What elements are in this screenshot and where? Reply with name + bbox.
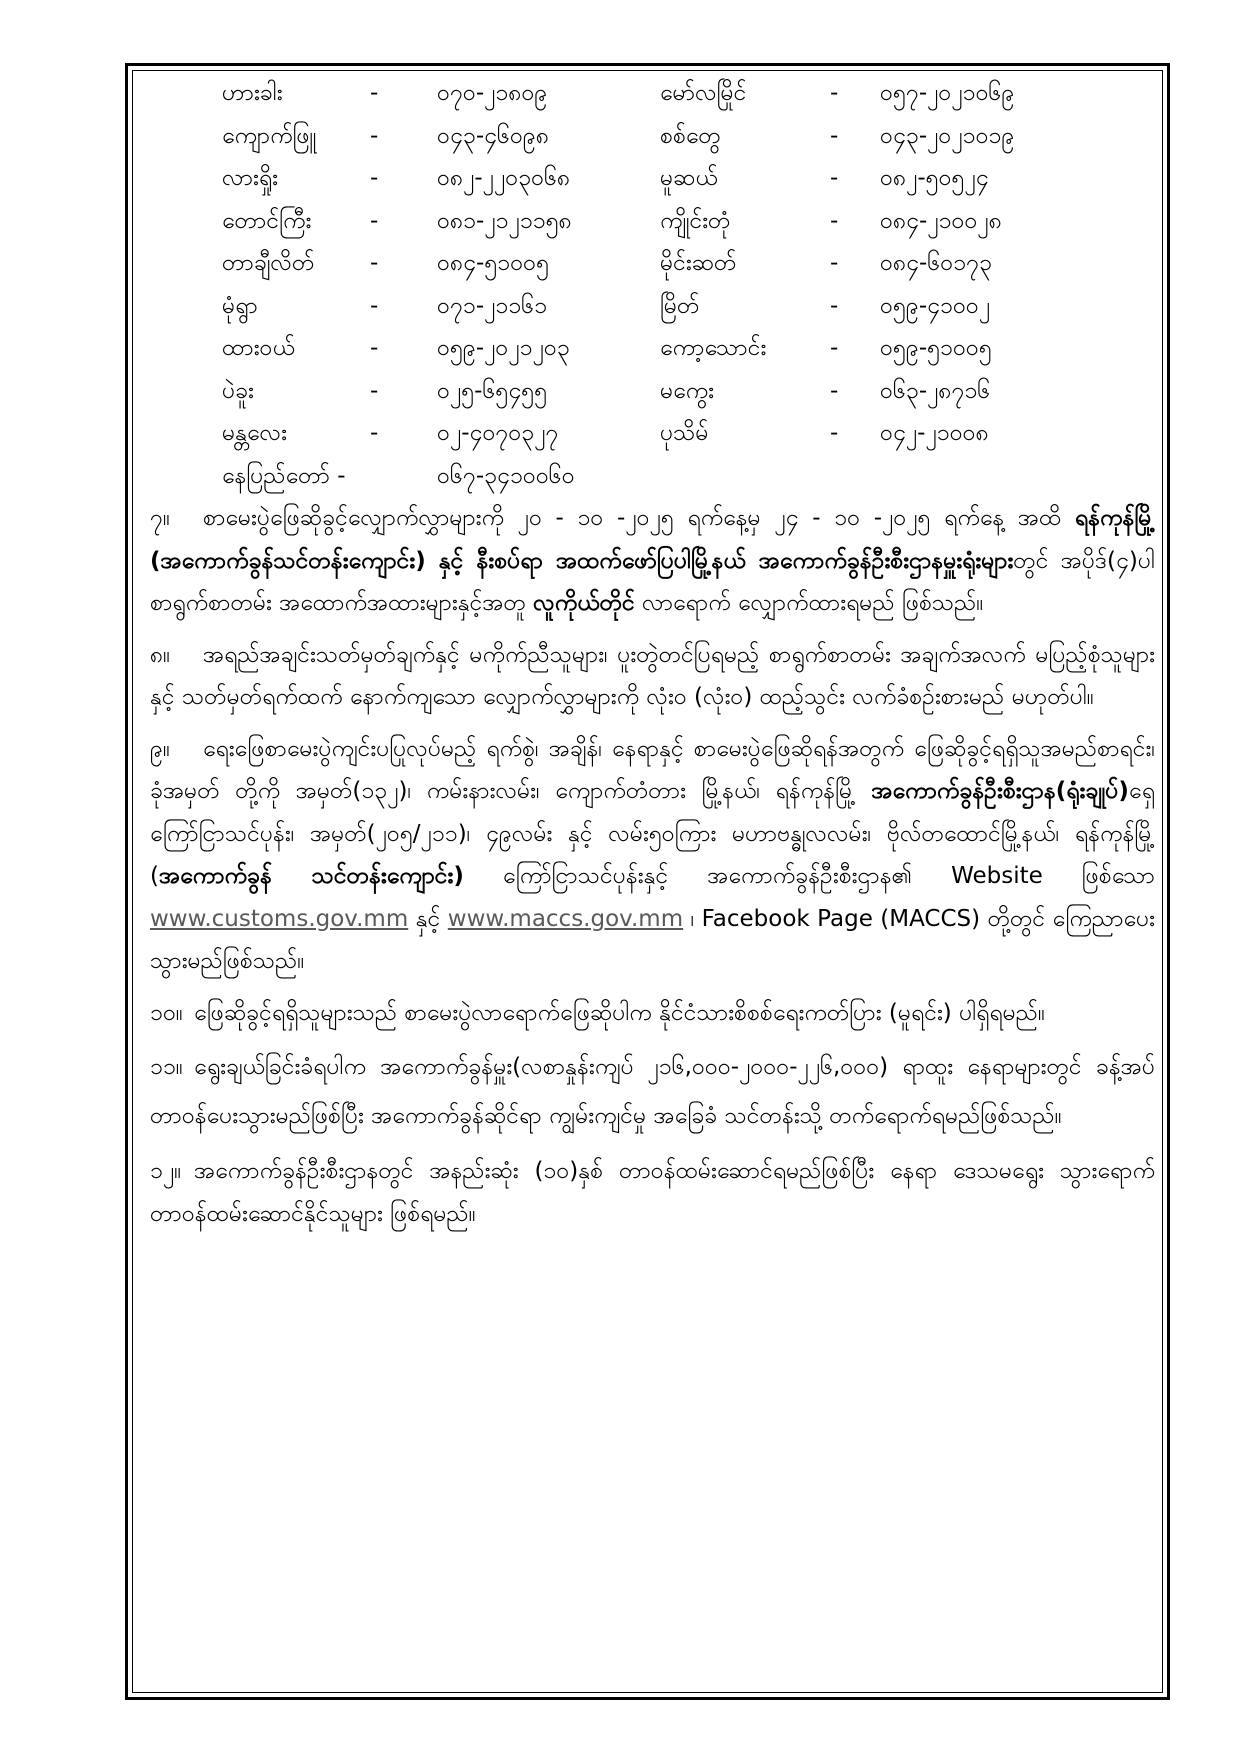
- contact-row: [222, 72, 1155, 115]
- separator: -: [370, 250, 379, 276]
- paragraph-11: [150, 1043, 1155, 1141]
- office-name: နေပြည်တော်: [222, 462, 330, 489]
- contact-row: [222, 370, 1155, 413]
- contact-row: [222, 242, 1155, 285]
- office-name: ပဲခူး: [222, 377, 254, 404]
- separator: -: [370, 207, 379, 234]
- phone-number: ၀၂-၄၀၇၀၃၂၇: [437, 420, 559, 446]
- contact-row: [222, 455, 1155, 498]
- office-name: မော်လမြိုင်: [660, 80, 747, 106]
- phone-number: ၀၄၃-၂၀၂၁၀၁၉: [880, 122, 1015, 149]
- office-name: ပုသိမ်: [660, 420, 709, 446]
- separator: -: [830, 420, 839, 446]
- phone-number: ၀၆၃-၂၈၇၁၆: [880, 377, 991, 404]
- office-name-cell: [222, 455, 437, 498]
- paragraph-text: ဖြေဆိုခွင့်ရရှိသူများသည် စာမေးပွဲလာရောက်ဖြေဆိုပါက နိုင်ငံသားစိစစ်ရေးကတ်ပြား (မူရင်း) ပါရှိရမည်။: [194, 999, 1045, 1026]
- separator: -: [370, 80, 379, 106]
- bold-text: လူကိုယ်တိုင်: [533, 590, 635, 616]
- paragraph-number: ၇။: [150, 505, 170, 531]
- contact-row: [222, 285, 1155, 328]
- separator: -: [370, 420, 379, 446]
- phone-number: ၀၂၅-၆၅၄၅၅: [437, 377, 548, 404]
- document-body: [150, 72, 1155, 1682]
- separator: -: [830, 250, 839, 276]
- paragraph-text: ရေးဖြေစာမေးပွဲကျင်းပပြုလုပ်မည့် ရက်စွဲ၊ အချိန်၊ နေရာနှင့် စာမေးပွဲဖြေဆိုရန်အတွက် ဖြေဆိုခွင့်ရရှိသူအမည်စာရင်း၊ ခုံအမှတ် တို့ကို အမှတ်(၁၃၂)၊ ကမ်းနားလမ်း၊ ကျောက်တံတား မြို့နယ်၊ ရန်ကုန်မြို့: [150, 735, 1155, 804]
- separator: -: [830, 122, 839, 149]
- paragraph-text: တွင် အပိုဒ်(၄)ပါစာရွက်စာတမ်း အထောက်အထားများနှင့်အတူ: [150, 547, 1155, 616]
- phone-number: ၀၈၄-၆၀၁၇၃: [880, 250, 993, 276]
- paragraph-text: နှင့်: [408, 905, 448, 932]
- office-name: မူဆယ်: [660, 165, 718, 191]
- paragraph-number: ၉။: [150, 735, 170, 762]
- phone-number: ၀၈၄-၂၁၀၀၂၈: [880, 207, 1002, 234]
- separator: -: [370, 377, 379, 404]
- office-name: မုံရွာ: [222, 292, 258, 319]
- paragraph-10: [150, 992, 1155, 1035]
- office-name: လားရှိုး: [222, 165, 278, 191]
- office-name: တာချီလိတ်: [222, 250, 315, 276]
- paragraph-text: ၊ Facebook Page (MACCS) တို့တွင် ကြေညာပေးသွားမည်ဖြစ်သည်။: [150, 905, 1155, 974]
- phone-number: ၀၆၇-၃၄၁၀၀၆၀: [437, 462, 575, 489]
- phone-number: ၀၈၂-၂၂၀၃၀၆၈: [437, 165, 571, 191]
- bold-text: အကောက်ခွန်ဦးစီးဌာန(ရုံးချုပ်): [871, 778, 1129, 804]
- phone-number: ၀၇၀-၂၁၈၀၉: [437, 80, 548, 106]
- separator: -: [830, 207, 839, 234]
- phone-number: ၀၈၄-၅၁၀၀၅: [437, 250, 550, 276]
- paragraph-text: စာမေးပွဲဖြေဆိုခွင့်လျှောက်လွှာများကို ၂၀ - ၁၀ -၂၀၂၅ ရက်နေ့မှ ၂၄ - ၁၀ -၂၀၂၅ ရက်နေ့ အထိ: [203, 505, 1075, 531]
- paragraph-7: [150, 497, 1155, 625]
- contact-row: [222, 327, 1155, 370]
- phone-number: ၀၈၂-၅၀၅၂၄: [880, 165, 989, 191]
- paragraph-text: ရှေ့ ကြော်ငြာသင်ပုန်း၊ အမှတ်(၂၀၅/၂၁၁)၊ ၄၉လမ်း နှင့် လမ်း၅၀ကြား မဟာဗန္ဓုလလမ်း၊ ဗိုလ်တထောင်မြို့နယ်၊ ရန်ကုန်မြို့ (: [150, 778, 1155, 889]
- office-name: ဟားခါး: [222, 80, 283, 106]
- separator: -: [370, 335, 379, 361]
- paragraph-8: [150, 634, 1155, 719]
- separator: -: [370, 292, 379, 319]
- office-name: မြိတ်: [660, 292, 700, 319]
- phone-number: ၀၇၁-၂၁၁၆၁: [437, 292, 548, 319]
- office-name: စစ်တွေ: [660, 122, 721, 149]
- contact-row: [222, 157, 1155, 200]
- paragraph-number: ၈။: [150, 641, 171, 668]
- separator: -: [830, 292, 839, 319]
- contact-row: [222, 200, 1155, 243]
- paragraph-number: ၁၂။: [150, 1158, 182, 1184]
- contact-table: [222, 72, 1155, 497]
- office-name: မန္တလေး: [222, 420, 287, 446]
- separator: -: [337, 462, 346, 489]
- paragraph-9: [150, 728, 1155, 983]
- contact-row: [222, 412, 1155, 455]
- paragraph-text: ရွေးချယ်ခြင်းခံရပါက အကောက်ခွန်မှူး(လစာနှုန်းကျပ် ၂၁၆,၀၀၀-၂၀၀၀-၂၂၆,၀၀၀) ရာထူး နေရာများတွင် ခန့်အပ်တာဝန်ပေးသွားမည်ဖြစ်ပြီး အကောက်ခွန်ဆိုင်ရာ ကျွမ်းကျင်မှု အခြေခံ သင်တန်းသို့ တက်ရောက်ရမည်ဖြစ်သည်။: [150, 1054, 1155, 1129]
- separator: -: [370, 165, 379, 191]
- office-name: မိုင်းဆတ်: [660, 250, 737, 276]
- maccs-website-link[interactable]: www.maccs.gov.mm: [447, 905, 684, 932]
- phone-number: ၀၅၉-၂၀၂၁၂၀၃: [437, 335, 570, 361]
- separator: -: [370, 122, 379, 149]
- office-name: ထားဝယ်: [222, 335, 295, 361]
- paragraph-text: အရည်အချင်းသတ်မှတ်ချက်နှင့် မကိုက်ညီသူများ၊ ပူးတွဲတင်ပြရမည့် စာရွက်စာတမ်း အချက်အလက် မပြည့်စုံသူများနှင့် သတ်မှတ်ရက်ထက် နောက်ကျသော လျှောက်လွှာများကို လုံးဝ (လုံးဝ) ထည့်သွင်း လက်ခံစဉ်းစားမည် မဟုတ်ပါ။: [150, 641, 1155, 710]
- phone-number: ၀၅၇-၂၀၂၁၀၆၉: [880, 80, 1015, 106]
- office-name: ကော့သောင်း: [660, 335, 767, 361]
- phone-number: ၀၅၉-၅၁၀၀၅: [880, 335, 992, 361]
- paragraph-text: ကြော်ငြာသင်ပုန်းနှင့် အကောက်ခွန်ဦးစီးဌာန၏ Website ဖြစ်သော: [463, 863, 1155, 889]
- customs-website-link[interactable]: www.customs.gov.mm: [150, 905, 409, 932]
- separator: -: [830, 165, 839, 191]
- phone-number: ၀၄၃-၄၆၀၉၈: [437, 122, 550, 149]
- paragraph-text: လာရောက် လျှောက်ထားရမည် ဖြစ်သည်။: [634, 590, 984, 616]
- office-name: ကျောက်ဖြူ: [222, 122, 317, 149]
- separator: -: [830, 335, 839, 361]
- paragraph-text: အကောက်ခွန်ဦးစီးဌာနတွင် အနည်းဆုံး (၁၀)နှစ် တာဝန်ထမ်းဆောင်ရမည်ဖြစ်ပြီး နေရာ ဒေသမရွေး သွားရောက်တာဝန်ထမ်းဆောင်နိုင်သူများ ဖြစ်ရမည်။: [150, 1158, 1155, 1227]
- separator: -: [830, 377, 839, 404]
- bold-text: ရန်ကုန်မြို့ (အကောက်ခွန်သင်တန်းကျောင်း) နှင့် နီးစပ်ရာ အထက်ဖော်ပြပါမြို့နယ် အကောက်ခွန်ဦးစီးဌာနမှူးရုံးများ: [150, 505, 1155, 574]
- separator: -: [830, 80, 839, 106]
- paragraph-12: [150, 1150, 1155, 1235]
- office-name: တောင်ကြီး: [222, 207, 312, 234]
- phone-number: ၀၅၉-၄၁၀၀၂: [880, 292, 991, 319]
- paragraph-number: ၁၁။: [150, 1054, 183, 1080]
- bold-text: အကောက်ခွန် သင်တန်းကျောင်း): [158, 863, 464, 889]
- paragraph-number: ၁၀။: [150, 999, 183, 1026]
- phone-number: ၀၄၂-၂၁၀၀၈: [880, 420, 989, 446]
- office-name: ကျိုင်းတုံ: [660, 207, 731, 234]
- phone-number: ၀၈၁-၂၁၂၁၁၅၈: [437, 207, 572, 234]
- contact-row: [222, 115, 1155, 158]
- office-name: မကွေး: [660, 377, 714, 404]
